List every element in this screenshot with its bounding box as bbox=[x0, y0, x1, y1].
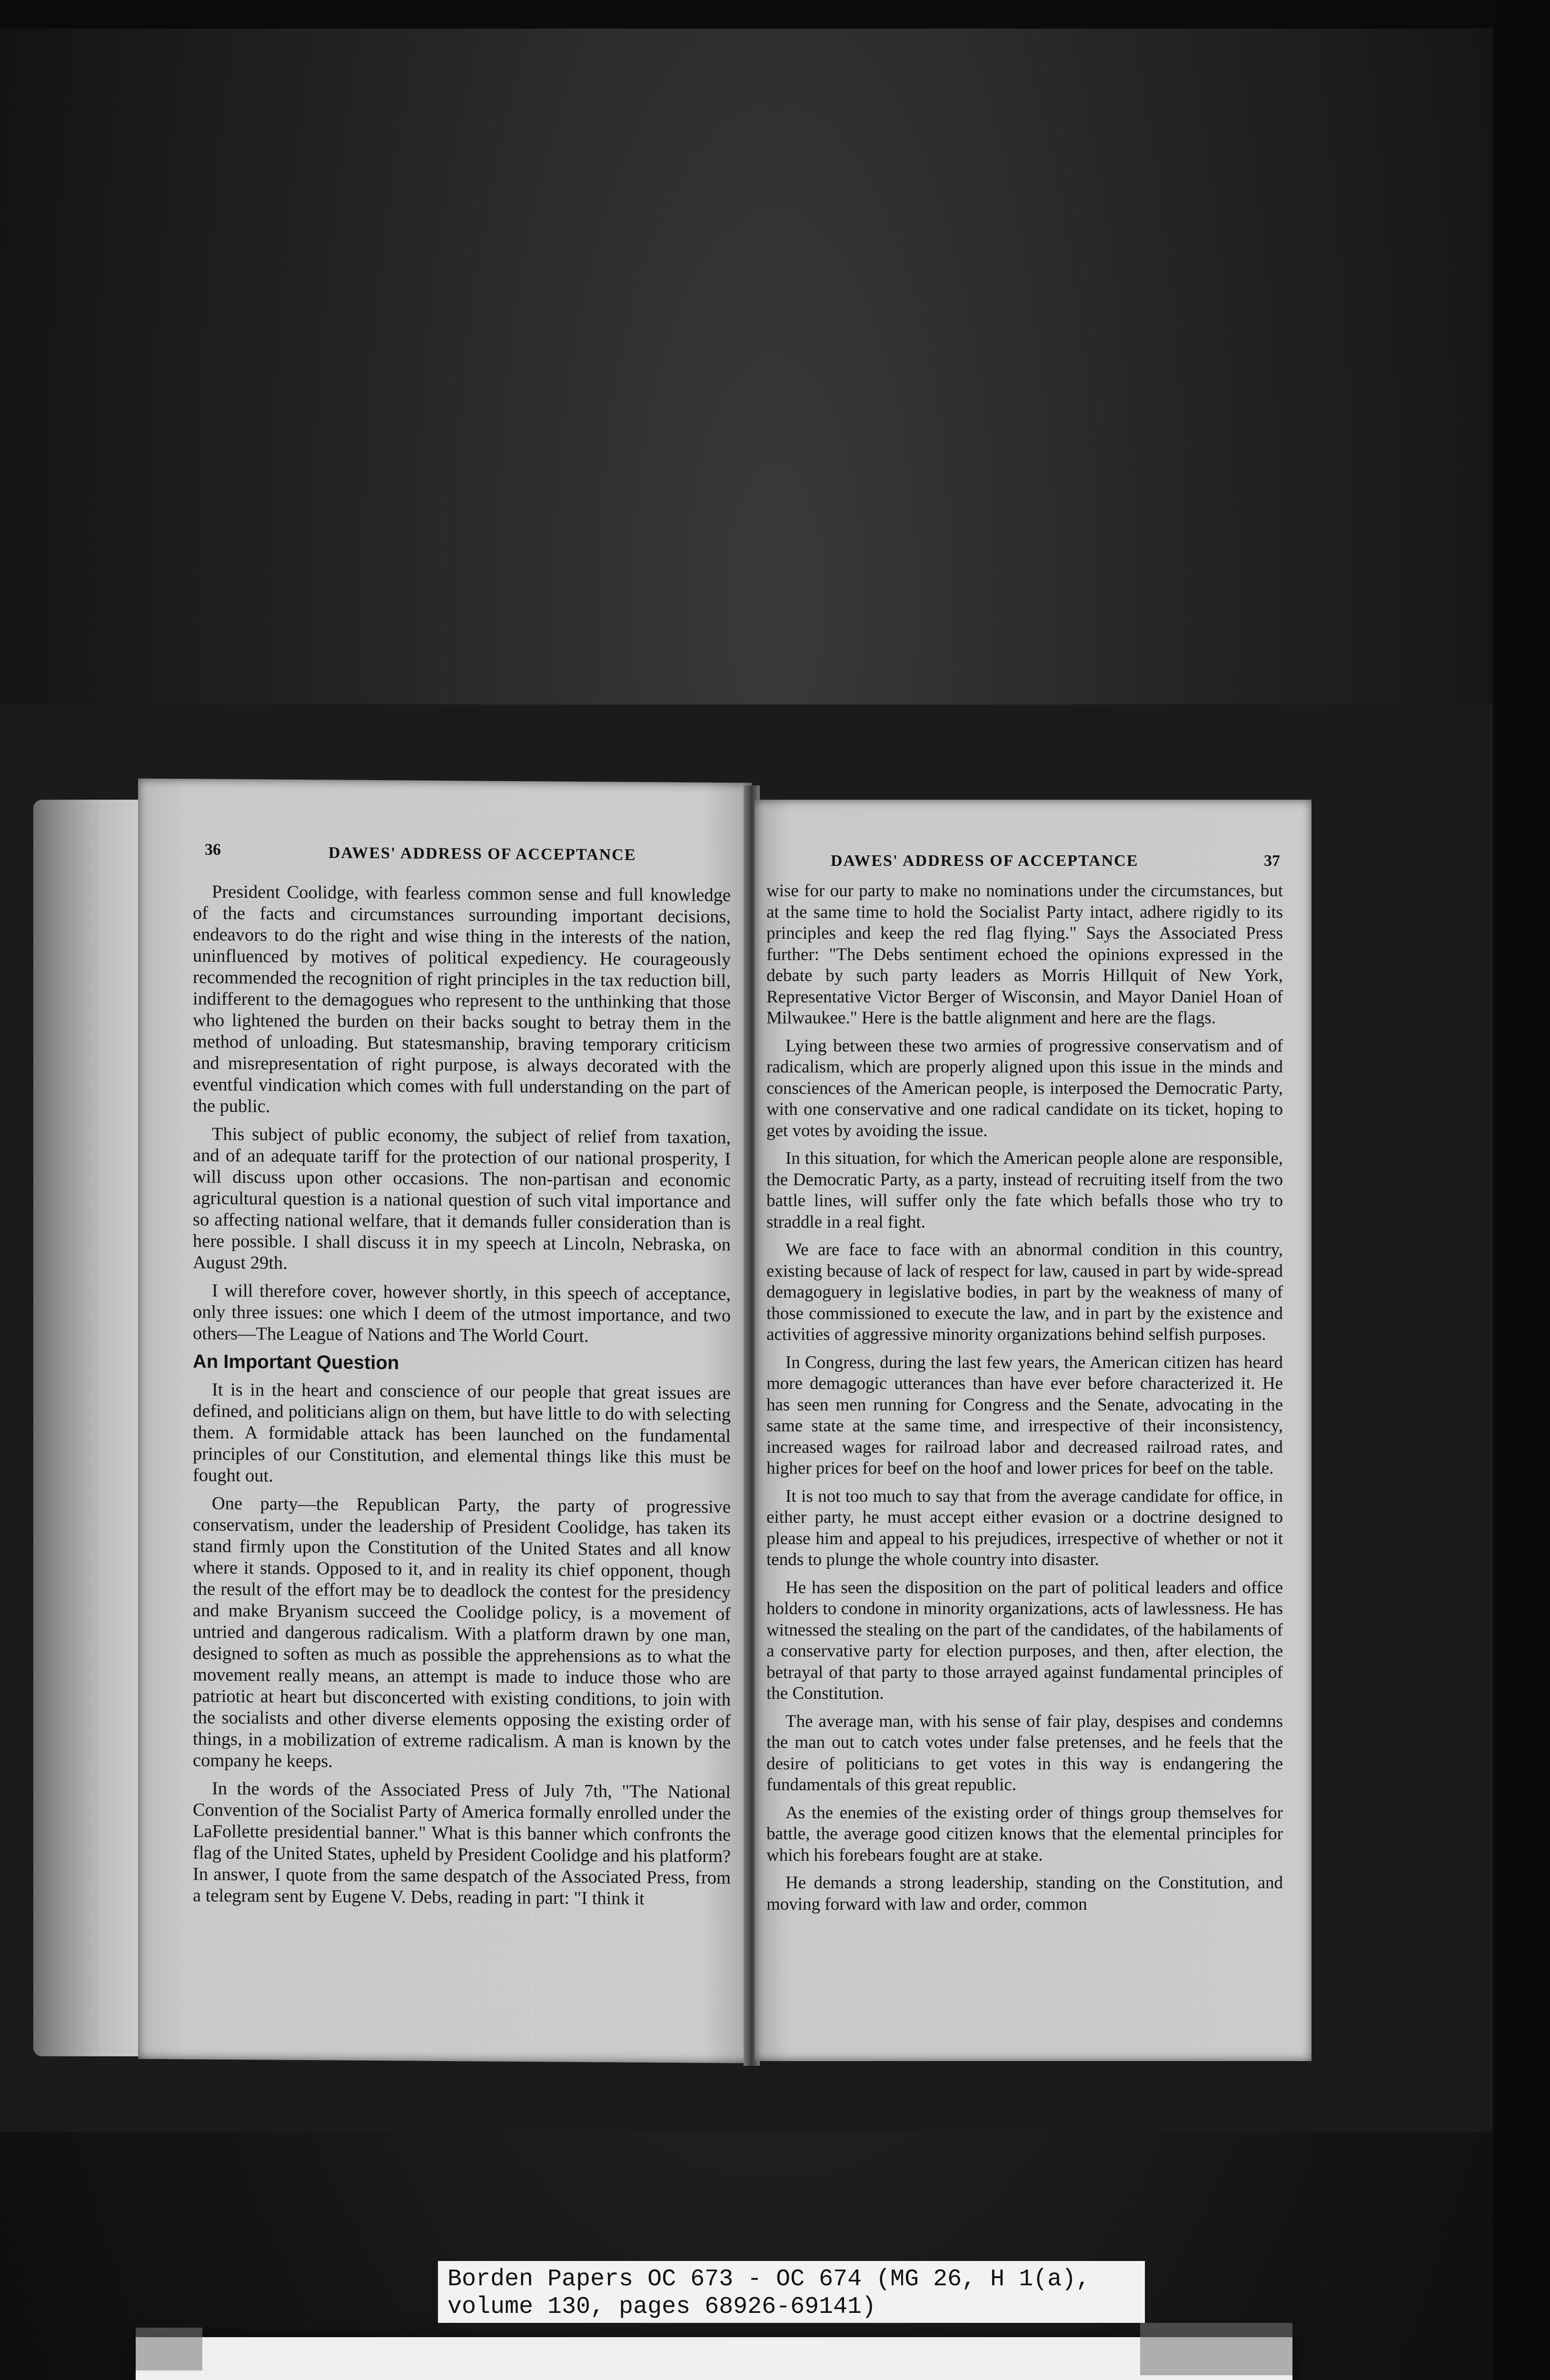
tape-strip bbox=[1140, 2323, 1292, 2375]
paragraph: The average man, with his sense of fair play, despises and condemns the man out to catch votes under false pretenses, and he feels that the desire of politicians to get votes in this way is endangering the fundamentals of this great republic. bbox=[766, 1711, 1283, 1795]
left-page bbox=[138, 778, 752, 2063]
paragraph: He has seen the disposition on the part of political leaders and office holders to condone in minority organizations, acts of lawlessness. He has witnessed the stealing on the part of the candidates, of the habilaments of a conservative party for election purposes, and then, after election, the betrayal of that party to those arrayed against fundamental principles of the Constitution. bbox=[766, 1577, 1283, 1703]
paragraph: In this situation, for which the American people alone are responsible, the Democratic Party, as a party, instead of recruiting itself from the two battle lines, will suffer only the fate which befalls those who try to straddle in a real fight. bbox=[766, 1149, 1283, 1232]
right-page-number: 37 bbox=[1264, 852, 1280, 870]
paragraph: It is in the heart and conscience of our people that great issues are defined, and politicians align on them, but have little to do with selecting them. A formidable attack has been launched on the fundamental principles of our Constitution, and elemental things like this must be fought out. bbox=[193, 1379, 731, 1486]
left-page-number: 36 bbox=[205, 841, 221, 859]
book-page-edges bbox=[33, 800, 148, 2056]
paragraph: We are face to face with an abnormal condition in this country, existing because of lack of respect for law, caused in part by wide-spread demagoguery in legislative bodies, in part by the weakness of many of those commissioned to execute the law, and in part by the existence and activities of aggressive minority organizations behind selfish purposes. bbox=[766, 1240, 1283, 1344]
left-running-head: DAWES' ADDRESS OF ACCEPTANCE bbox=[328, 844, 636, 864]
open-book bbox=[33, 781, 1319, 2071]
call-number-line-2: volume 130, pages 68926-69141) bbox=[447, 2293, 876, 2320]
right-page bbox=[755, 800, 1312, 2061]
call-number-line-1: Borden Papers OC 673 - OC 674 (MG 26, H 1(a), bbox=[447, 2266, 1091, 2293]
paragraph: In the words of the Associated Press of July 7th, "The National Convention of the Socialist Party of America formally enrolled under the LaFollette presidential banner." What is this banner which confronts the flag of the United States, upheld by President Coolidge and his platform? In answer, I quote from the same despatch of the Associated Press, from a telegram sent by Eugene V. Debs, reading in part: "I think it bbox=[193, 1778, 731, 1909]
right-page-text bbox=[766, 881, 1283, 1922]
paragraph: wise for our party to make no nominations under the circumstances, but at the same time to hold the Socialist Party intact, adhere rigidly to its principles and keep the red flag flying." Says the Associated Press further: "The Debs sentiment echoed the opinions expressed in the debate by such party leaders as Morris Hillquit of New York, Representative Victor Berger of Wisconsin, and Mayor Daniel Hoan of Milwaukee." Here is the battle alignment and here are the flags. bbox=[766, 881, 1283, 1028]
right-running-head: DAWES' ADDRESS OF ACCEPTANCE bbox=[831, 852, 1139, 870]
paragraph: President Coolidge, with fearless common sense and full knowledge of the facts and circumstances surrounding important decisions, endeavors to do the right and wise thing in the interests of the nation, uninfluenced by motives of political expediency. He courageously recommended the recognition of right principles in the tax reduction bill, indifferent to the demagogues who represent to the unthinking that those who lightened the burden on their backs sought to betray them in the method of unloading. But statesmanship, braving temporary criticism and misrepresentation of right purpose, is always decorated with the eventful vindication which comes with full understanding on the part of the public. bbox=[193, 882, 731, 1117]
paragraph: One party—the Republican Party, the party of progressive conservatism, under the leadership of President Coolidge, has taken its stand firmly upon the Constitution of the United States and all know where it stands. Opposed to it, and in reality its chief opponent, though the result of the effort may be to deadlock the contest for the presidency and make Bryanism succeed the Coolidge policy, is a movement of untried and dangerous radicalism. With a platform drawn by one man, designed to soften as much as possible the apprehensions as to what the movement really means, an attempt is made to induce those who are patriotic at heart but disconcerted with existing conditions, to join with the socialists and other diverse elements opposing the existing order of things, in a mobilization of extreme radicalism. A man is known by the company he keeps. bbox=[193, 1493, 731, 1772]
paragraph: This subject of public economy, the subject of relief from taxation, and of an adequate tariff for the protection of our national prosperity, I will discuss upon other occasions. The non-partisan and economic agricultural question is a national question of such vital importance and so affecting national welfare, that it demands fuller consideration than is here possible. I shall discuss it in my speech at Lincoln, Nebraska, on August 29th. bbox=[193, 1124, 731, 1273]
archives-card bbox=[136, 2337, 1292, 2380]
paragraph: In Congress, during the last few years, the American citizen has heard more demagogic utterances than have ever before characterized it. He has seen men running for Congress and the Senate, advocating in the same state at the same time, and irrespective of their inconsistency, increased wages for railroad labor and decreased railroad rates, and higher prices for beef on the hoof and lower prices for beef on the table. bbox=[766, 1352, 1283, 1478]
paragraph: He demands a strong leadership, standing on the Constitution, and moving forward with law and order, common bbox=[766, 1873, 1283, 1914]
left-page-text bbox=[193, 881, 731, 1917]
paragraph: It is not too much to say that from the average candidate for office, in either party, he must accept either evasion or a doctrine designed to please him and appeal to his prejudices, irrespective of whether or not it tends to plunge the whole country into disaster. bbox=[766, 1486, 1283, 1569]
paragraph: I will therefore cover, however shortly, in this speech of acceptance, only three issues: one which I deem of the utmost importance, and two others—The League of Nations and The World Court. bbox=[193, 1280, 731, 1347]
right-border bbox=[1493, 0, 1550, 2380]
top-border bbox=[0, 0, 1550, 29]
paragraph: As the enemies of the existing order of things group themselves for battle, the average good citizen knows that the elemental principles for which his forebears fought are at stake. bbox=[766, 1803, 1283, 1865]
paragraph: Lying between these two armies of progressive conservatism and of radicalism, which are properly aligned upon this issue in the minds and consciences of the American people, is interposed the Democratic Party, with one conservative and one radical candidate on its ticket, hoping to get votes by avoiding the issue. bbox=[766, 1036, 1283, 1140]
tape-strip bbox=[136, 2328, 202, 2370]
call-number-label bbox=[438, 2261, 1145, 2323]
section-heading: An Important Question bbox=[193, 1351, 399, 1374]
